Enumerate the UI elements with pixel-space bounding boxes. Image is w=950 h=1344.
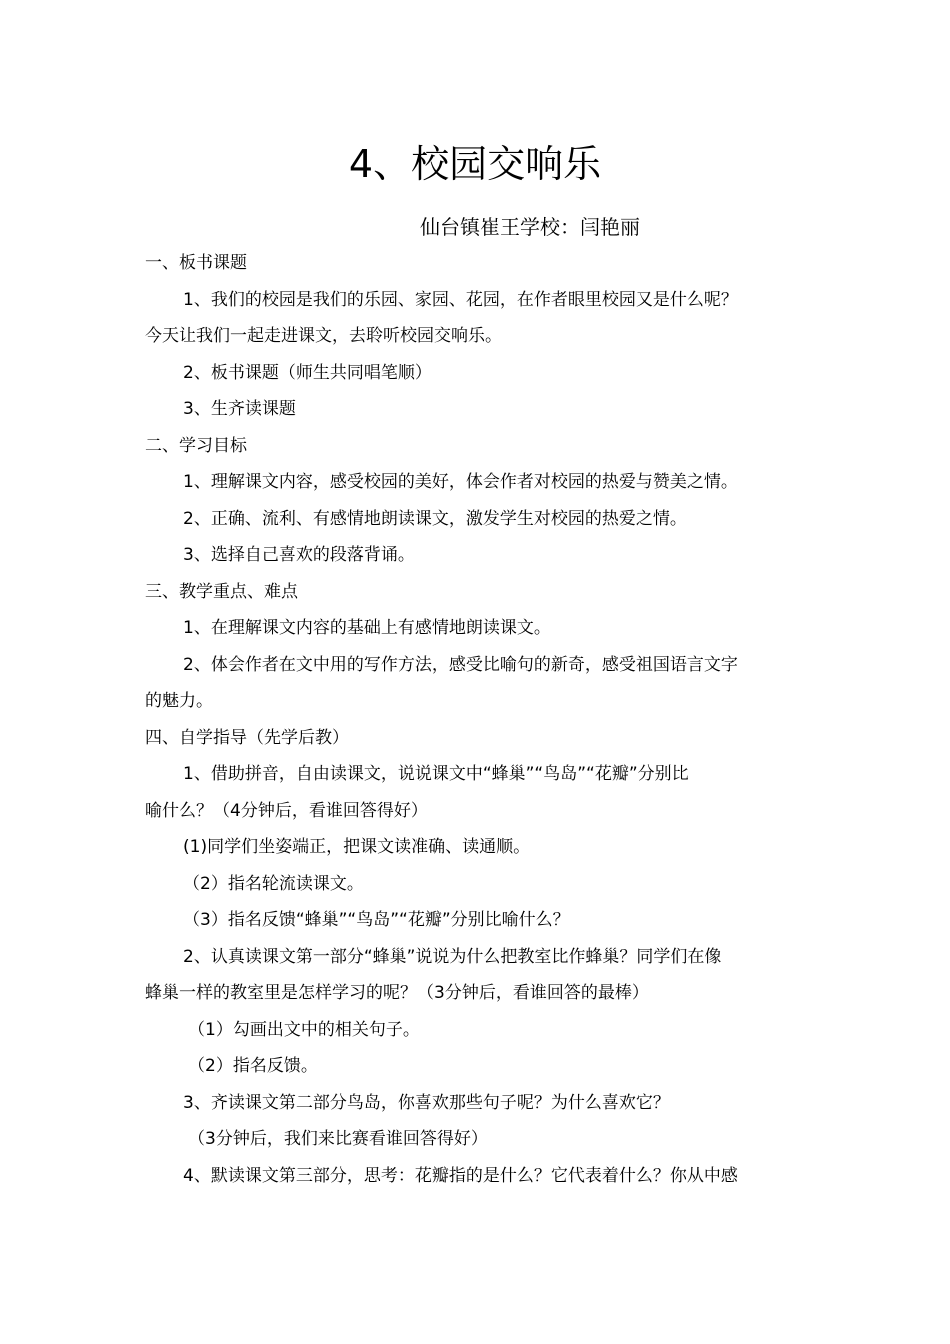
paragraph-line: (1)同学们坐姿端正，把课文读准确、读通顺。 (183, 837, 531, 857)
section-heading: 三、教学重点、难点 (145, 582, 298, 602)
paragraph-line: 今天让我们一起走进课文，去聆听校园交响乐。 (145, 326, 502, 346)
paragraph-line: 喻什么？（4分钟后，看谁回答得好） (145, 801, 428, 821)
paragraph-line: （1）勾画出文中的相关句子。 (188, 1020, 420, 1040)
section-heading: 一、板书课题 (145, 253, 247, 273)
paragraph-line: 1、理解课文内容，感受校园的美好，体会作者对校园的热爱与赞美之情。 (183, 472, 738, 492)
paragraph-line: 2、体会作者在文中用的写作方法，感受比喻句的新奇，感受祖国语言文字 (183, 655, 738, 675)
paragraph-line: （2）指名轮流读课文。 (183, 874, 364, 894)
paragraph-line: 1、我们的校园是我们的乐园、家园、花园，在作者眼里校园又是什么呢？ (183, 290, 738, 310)
section-heading: 二、学习目标 (145, 436, 247, 456)
paragraph-line: （3）指名反馈“蜂巢”“鸟岛”“花瓣”分别比喻什么？ (183, 910, 570, 930)
paragraph-line: （2）指名反馈。 (188, 1056, 318, 1076)
author-line: 仙台镇崔王学校：闫艳丽 (420, 215, 640, 239)
paragraph-line: 1、借助拼音，自由读课文，说说课文中“蜂巢”“鸟岛”“花瓣”分别比 (183, 764, 689, 784)
paragraph-line: 2、板书课题（师生共同唱笔顺） (183, 363, 432, 383)
section-heading: 四、自学指导（先学后教） (145, 728, 349, 748)
paragraph-line: 蜂巢一样的教室里是怎样学习的呢？（3分钟后，看谁回答的最棒） (145, 983, 649, 1003)
paragraph-line: 2、正确、流利、有感情地朗读课文，激发学生对校园的热爱之情。 (183, 509, 687, 529)
paragraph-line: （3分钟后，我们来比赛看谁回答得好） (188, 1129, 488, 1149)
paragraph-line: 3、选择自己喜欢的段落背诵。 (183, 545, 415, 565)
page-title: 4、校园交响乐 (348, 142, 602, 186)
paragraph-line: 1、在理解课文内容的基础上有感情地朗读课文。 (183, 618, 551, 638)
paragraph-line: 的魅力。 (145, 691, 213, 711)
paragraph-line: 3、生齐读课题 (183, 399, 296, 419)
paragraph-line: 2、认真读课文第一部分“蜂巢”说说为什么把教室比作蜂巢？同学们在像 (183, 947, 722, 967)
paragraph-line: 4、默读课文第三部分，思考：花瓣指的是什么？它代表着什么？你从中感 (183, 1166, 738, 1186)
paragraph-line: 3、齐读课文第二部分鸟岛，你喜欢那些句子呢？为什么喜欢它？ (183, 1093, 670, 1113)
